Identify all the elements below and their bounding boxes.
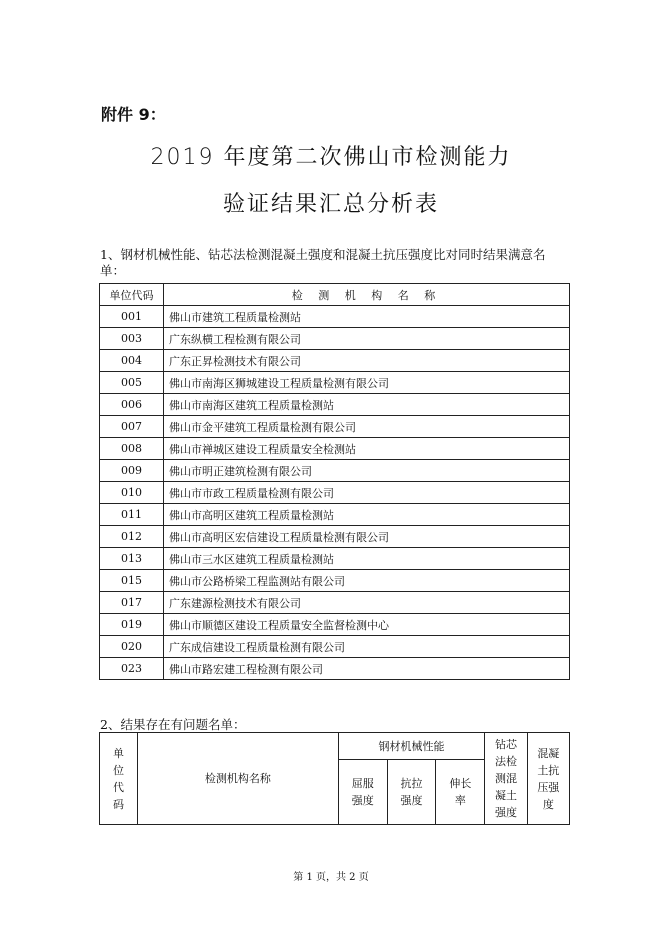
- header-steel-mechanical: 钢材机械性能: [338, 733, 485, 760]
- unit-code-cell: 003: [100, 328, 164, 350]
- table-row: [100, 570, 570, 592]
- table-row: [100, 614, 570, 636]
- header-elongation: 伸长 率: [436, 760, 485, 825]
- table-row: [100, 636, 570, 658]
- table-header-row: [100, 284, 570, 306]
- unit-code-cell: 019: [100, 614, 164, 636]
- table-row: [100, 658, 570, 680]
- table-row: [100, 328, 570, 350]
- table-row: [100, 460, 570, 482]
- org-name-cell: 佛山市顺德区建设工程质量安全监督检测中心: [164, 614, 570, 636]
- unit-code-cell: 004: [100, 350, 164, 372]
- header-core-drilling: 钻芯 法检 测混 凝土 强度: [485, 733, 527, 825]
- header-tensile-strength: 抗拉 强度: [387, 760, 436, 825]
- table-row: [100, 592, 570, 614]
- unit-code-cell: 009: [100, 460, 164, 482]
- header-unit-code: 单位代码: [100, 284, 164, 306]
- attachment-label: 附件 9：: [101, 105, 166, 124]
- org-name-cell: 广东纵横工程检测有限公司: [164, 328, 570, 350]
- problem-list-table: [99, 732, 570, 825]
- table-row: [100, 306, 570, 328]
- satisfactory-list-table: [99, 283, 570, 680]
- org-name-cell: 佛山市南海区狮城建设工程质量检测有限公司: [164, 372, 570, 394]
- table-row: [100, 438, 570, 460]
- page-footer: 第 1 页，共 2 页: [293, 872, 369, 883]
- unit-code-cell: 015: [100, 570, 164, 592]
- unit-code-cell: 005: [100, 372, 164, 394]
- unit-code-cell: 010: [100, 482, 164, 504]
- page-title-line2: 验证结果汇总分析表: [222, 192, 439, 217]
- org-name-cell: 佛山市市政工程质量检测有限公司: [164, 482, 570, 504]
- unit-code-cell: 001: [100, 306, 164, 328]
- org-name-cell: 佛山市三水区建筑工程质量检测站: [164, 548, 570, 570]
- table-row: [100, 526, 570, 548]
- header-org-name: 检 测 机 构 名 称: [164, 284, 570, 306]
- page-title-line1: 2019 年度第二次佛山市检测能力: [150, 145, 512, 170]
- unit-code-cell: 006: [100, 394, 164, 416]
- table-row: [100, 372, 570, 394]
- org-name-cell: 佛山市明正建筑检测有限公司: [164, 460, 570, 482]
- table-row: [100, 416, 570, 438]
- header-org-name: 检测机构名称: [137, 733, 338, 825]
- section1-heading: 1、钢材机械性能、钻芯法检测混凝土强度和混凝土抗压强度比对同时结果满意名单：: [100, 247, 546, 278]
- header-yield-strength: 屈服 强度: [338, 760, 387, 825]
- table-row: [100, 548, 570, 570]
- header-compressive-strength: 混凝 土抗 压强 度: [527, 733, 569, 825]
- header-unit-code: 单 位 代 码: [100, 733, 138, 825]
- org-name-cell: 佛山市南海区建筑工程质量检测站: [164, 394, 570, 416]
- org-name-cell: 佛山市金平建筑工程质量检测有限公司: [164, 416, 570, 438]
- table-row: [100, 350, 570, 372]
- unit-code-cell: 020: [100, 636, 164, 658]
- org-name-cell: 广东成信建设工程质量检测有限公司: [164, 636, 570, 658]
- unit-code-cell: 012: [100, 526, 164, 548]
- table-row: [100, 394, 570, 416]
- table-body: [100, 306, 570, 680]
- section2-heading: 2、结果存在有问题名单：: [100, 717, 246, 732]
- unit-code-cell: 023: [100, 658, 164, 680]
- unit-code-cell: 017: [100, 592, 164, 614]
- org-name-cell: 佛山市建筑工程质量检测站: [164, 306, 570, 328]
- org-name-cell: 佛山市公路桥梁工程监测站有限公司: [164, 570, 570, 592]
- org-name-cell: 广东正昇检测技术有限公司: [164, 350, 570, 372]
- org-name-cell: 佛山市路宏建工程检测有限公司: [164, 658, 570, 680]
- table-row: [100, 504, 570, 526]
- org-name-cell: 广东建源检测技术有限公司: [164, 592, 570, 614]
- unit-code-cell: 008: [100, 438, 164, 460]
- org-name-cell: 佛山市禅城区建设工程质量安全检测站: [164, 438, 570, 460]
- table-row: [100, 482, 570, 504]
- unit-code-cell: 013: [100, 548, 164, 570]
- unit-code-cell: 007: [100, 416, 164, 438]
- org-name-cell: 佛山市高明区建筑工程质量检测站: [164, 504, 570, 526]
- unit-code-cell: 011: [100, 504, 164, 526]
- org-name-cell: 佛山市高明区宏信建设工程质量检测有限公司: [164, 526, 570, 548]
